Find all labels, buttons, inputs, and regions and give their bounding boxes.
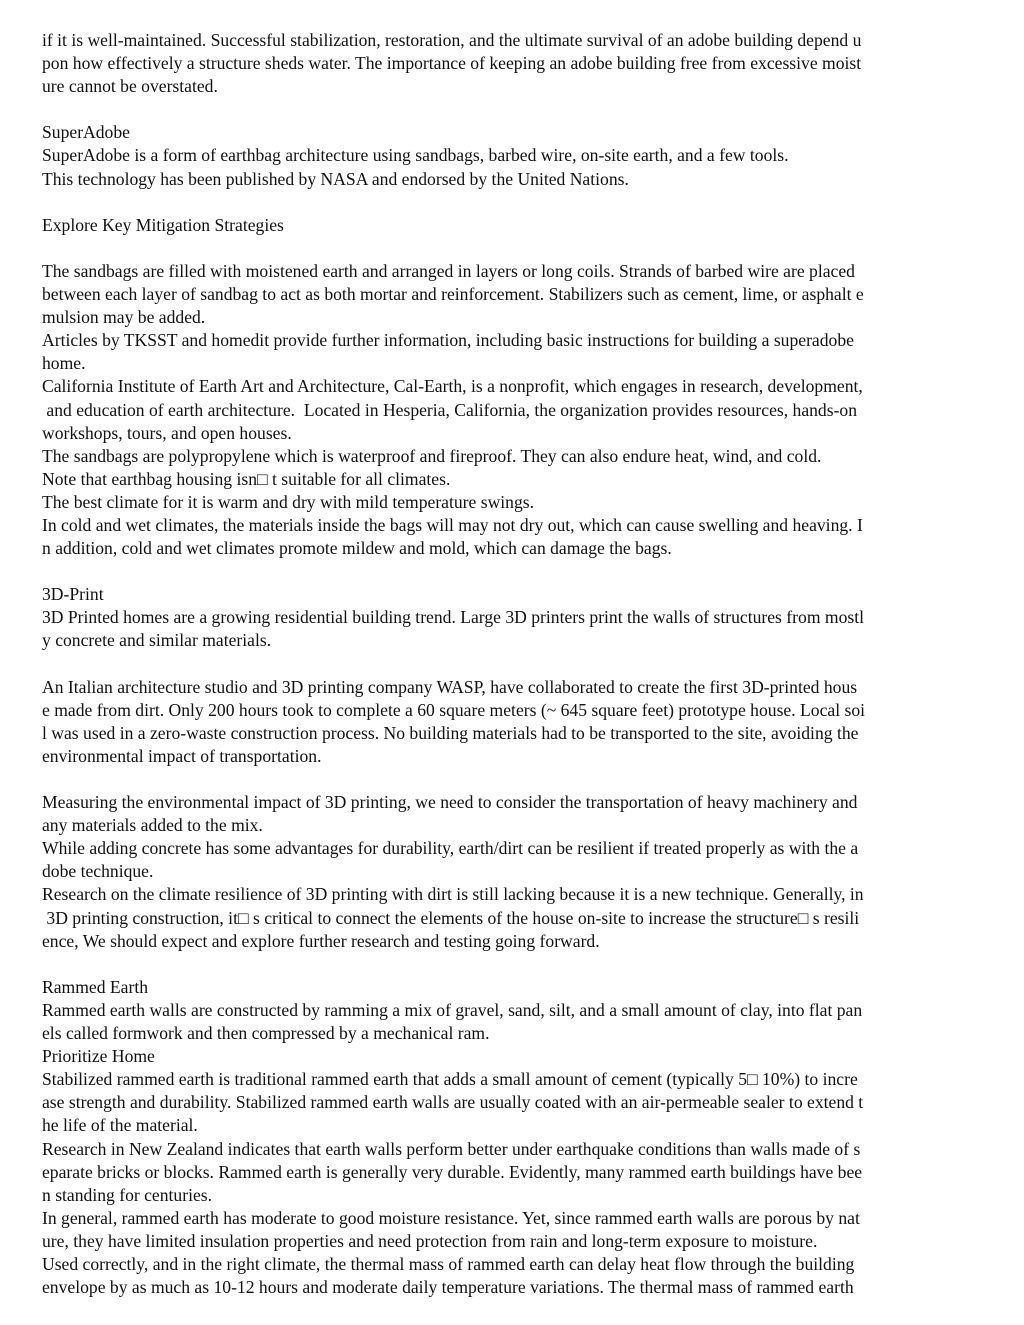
text-line: Rammed earth walls are constructed by ramming a mix of gravel, sand, silt, and a small amount of clay, into flat pan [42, 999, 863, 1020]
text-line: SuperAdobe [42, 122, 130, 143]
text-line: between each layer of sandbag to act as both mortar and reinforcement. Stabilizers such as cement, lime, or asphalt e [42, 284, 864, 305]
text-line: dobe technique. [42, 861, 154, 882]
text-line: An Italian architecture studio and 3D printing company WASP, have collaborated to create the first 3D-printed hous [42, 676, 858, 697]
text-line: ure, they have limited insulation properties and need protection from rain and long-term exposure to moisture. [42, 1230, 818, 1251]
text-line: envelope by as much as 10-12 hours and moderate daily temperature variations. The thermal mass of rammed earth [42, 1277, 854, 1298]
text-line: Note that earthbag housing isn□ t suitable for all climates. [42, 468, 451, 489]
text-line: he life of the material. [42, 1115, 198, 1136]
text-line: California Institute of Earth Art and Architecture, Cal-Earth, is a nonprofit, which engages in research, development, [42, 376, 863, 397]
text-line: In cold and wet climates, the materials inside the bags will may not dry out, which can cause swelling and heaving. I [42, 514, 863, 535]
text-line: l was used in a zero-waste construction process. No building materials had to be transported to the site, avoiding the [42, 722, 859, 743]
text-line: ase strength and durability. Stabilized rammed earth walls are usually coated with an air-permeable sealer to extend t [42, 1092, 864, 1113]
text-line: Used correctly, and in the right climate, the thermal mass of rammed earth can delay heat flow through the building [42, 1253, 855, 1274]
blank-line [42, 953, 987, 976]
document-page [42, 29, 987, 1299]
text-line: any materials added to the mix. [42, 815, 263, 836]
text-line: ence, We should expect and explore further research and testing going forward. [42, 930, 600, 951]
text-line: environmental impact of transportation. [42, 745, 322, 766]
text-line: Articles by TKSST and homedit provide further information, including basic instructions for building a superadobe [42, 330, 854, 351]
text-line: n standing for centuries. [42, 1184, 213, 1205]
text-line: The sandbags are polypropylene which is waterproof and fireproof. They can also endure heat, wind, and cold. [42, 445, 822, 466]
text-line: Stabilized rammed earth is traditional rammed earth that adds a small amount of cement (typically 5□ 10%) to incre [42, 1069, 858, 1090]
text-line: 3D-Print [42, 584, 104, 605]
text-line: In general, rammed earth has moderate to good moisture resistance. Yet, since rammed earth walls are porous by nat [42, 1207, 860, 1228]
text-line: e made from dirt. Only 200 hours took to complete a 60 square meters (~ 645 square feet) prototype house. Local soi [42, 699, 866, 720]
text-line: Rammed Earth [42, 976, 149, 997]
text-line: SuperAdobe is a form of earthbag architecture using sandbags, barbed wire, on-site earth, and a few tools. [42, 145, 789, 166]
text-line: Explore Key Mitigation Strategies [42, 214, 284, 235]
blank-line [42, 98, 987, 121]
text-line: and education of earth architecture. Located in Hesperia, California, the organization provides resources, hands-on [42, 399, 858, 420]
text-line: Research on the climate resilience of 3D printing with dirt is still lacking because it is a new technique. Generally, in [42, 884, 864, 905]
text-line: els called formwork and then compressed by a mechanical ram. [42, 1023, 490, 1044]
text-line: ure cannot be overstated. [42, 76, 218, 97]
text-line: mulsion may be added. [42, 307, 206, 328]
text-line: pon how effectively a structure sheds water. The importance of keeping an adobe building free from excessive moist [42, 53, 862, 74]
text-line: 3D printing construction, it□ s critical to connect the elements of the house on-site to increase the structure□ s resili [42, 907, 860, 928]
blank-line [42, 560, 987, 583]
text-line: if it is well-maintained. Successful stabilization, restoration, and the ultimate survival of an adobe building depend u [42, 30, 862, 50]
text-line: The sandbags are filled with moistened earth and arranged in layers or long coils. Strands of barbed wire are placed [42, 260, 855, 281]
text-line: home. [42, 353, 86, 374]
text-line: 3D Printed homes are a growing residential building trend. Large 3D printers print the walls of structures from mostl [42, 607, 865, 628]
text-line: Prioritize Home [42, 1046, 155, 1067]
text-line: y concrete and similar materials. [42, 630, 272, 651]
text-line: eparate bricks or blocks. Rammed earth is generally very durable. Evidently, many rammed earth buildings have bee [42, 1161, 863, 1182]
text-line: workshops, tours, and open houses. [42, 422, 292, 443]
text-line: n addition, cold and wet climates promote mildew and mold, which can damage the bags. [42, 538, 672, 559]
blank-line [42, 768, 987, 791]
text-line: Research in New Zealand indicates that earth walls perform better under earthquake conditions than walls made of s [42, 1138, 861, 1159]
blank-line [42, 191, 987, 214]
blank-line [42, 237, 987, 260]
text-line: Measuring the environmental impact of 3D printing, we need to consider the transportation of heavy machinery and [42, 792, 858, 813]
text-line: This technology has been published by NASA and endorsed by the United Nations. [42, 168, 629, 189]
text-line: While adding concrete has some advantages for durability, earth/dirt can be resilient if treated properly as with the a [42, 838, 859, 859]
text-line: The best climate for it is warm and dry with mild temperature swings. [42, 491, 535, 512]
blank-line [42, 653, 987, 676]
